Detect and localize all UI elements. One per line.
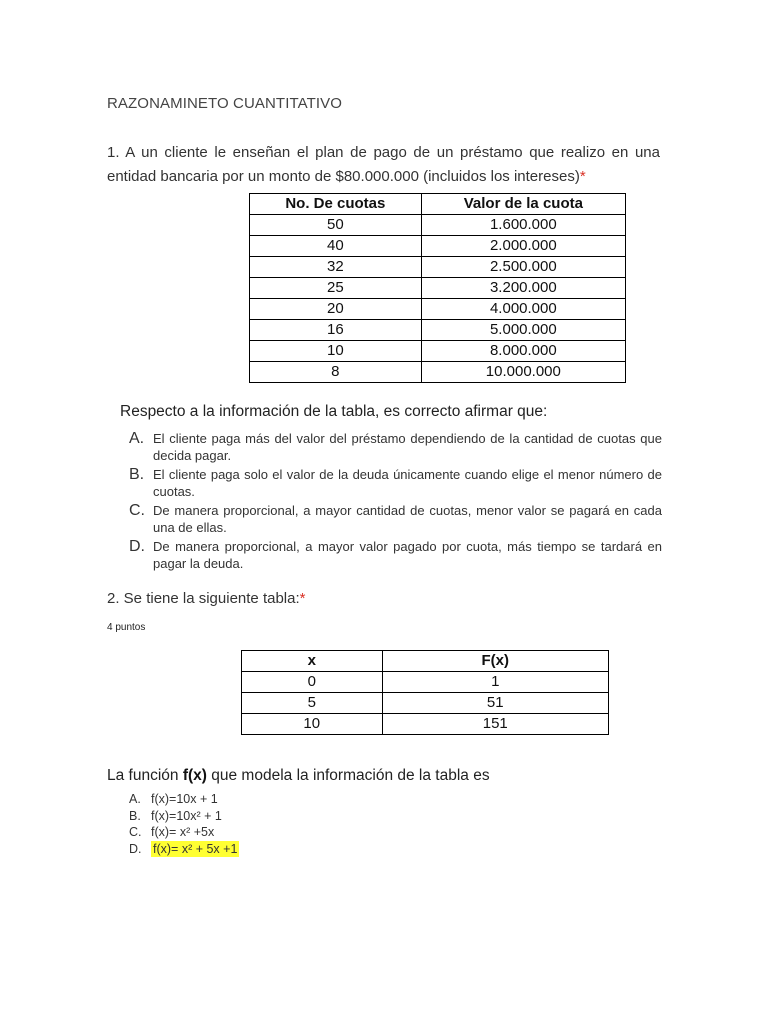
option-b[interactable]: [129, 466, 662, 500]
prompt-function: f(x): [182, 767, 207, 784]
table-cell: 0: [242, 672, 383, 693]
header-fx: F(x): [382, 651, 608, 672]
question-1-body: 1. A un cliente le enseñan el plan de pago de un préstamo que realizo en una entidad bancaria por un monto de $80.000.000 (incluidos los intereses): [107, 144, 660, 185]
table-row: [250, 278, 626, 299]
header-valor-cuota: Valor de la cuota: [421, 194, 625, 215]
question-2-prompt: [107, 767, 490, 785]
document-title: RAZONAMINETO CUANTITATIVO: [107, 95, 343, 112]
table-cell: 10: [250, 341, 422, 362]
table-cell: 10.000.000: [421, 362, 625, 383]
prompt-post: que modela la información de la tabla es: [206, 767, 490, 784]
table-row: [242, 714, 609, 735]
option-d[interactable]: [129, 841, 239, 858]
option-letter: A.: [129, 792, 141, 806]
prompt-pre: La función: [107, 767, 183, 784]
option-text: El cliente paga solo el valor de la deuda únicamente cuando elige el menor número de cuotas.: [153, 467, 662, 499]
table-row: [250, 215, 626, 236]
question-2-options: [129, 791, 239, 857]
table-cell: 5.000.000: [421, 320, 625, 341]
question-1-options: [129, 430, 662, 574]
question-2-text: [107, 590, 305, 607]
option-text: De manera proporcional, a mayor cantidad de cuotas, menor valor se pagará en cada una de ellas.: [153, 503, 662, 535]
table-cell: 4.000.000: [421, 299, 625, 320]
payment-plan-table: [249, 193, 626, 383]
header-x: x: [242, 651, 383, 672]
option-a[interactable]: [129, 791, 239, 808]
option-text: f(x)= x² +5x: [151, 825, 215, 839]
option-b[interactable]: [129, 808, 239, 825]
table-row: [242, 672, 609, 693]
table-cell: 20: [250, 299, 422, 320]
option-letter: B.: [129, 466, 145, 483]
option-text-highlighted: f(x)= x² + 5x +1: [153, 841, 238, 856]
table-cell: 40: [250, 236, 422, 257]
table-cell: 3.200.000: [421, 278, 625, 299]
option-letter: A.: [129, 430, 145, 447]
table-cell: 2.500.000: [421, 257, 625, 278]
option-c[interactable]: [129, 824, 239, 841]
option-c[interactable]: [129, 502, 662, 536]
question-2-body: 2. Se tiene la siguiente tabla:: [107, 590, 300, 607]
table-cell: 51: [382, 693, 608, 714]
table-cell: 5: [242, 693, 383, 714]
function-table: [241, 650, 609, 735]
table-cell: 8: [250, 362, 422, 383]
option-text: f(x)=10x² + 1: [151, 808, 222, 823]
table-cell: 50: [250, 215, 422, 236]
table-row: [250, 320, 626, 341]
question-1-prompt: Respecto a la información de la tabla, es correcto afirmar que:: [120, 403, 548, 420]
table-cell: 8.000.000: [421, 341, 625, 362]
table-row: [250, 236, 626, 257]
option-letter: C.: [129, 502, 145, 519]
option-letter: D.: [129, 841, 142, 856]
table-row: [250, 341, 626, 362]
table-header-row: [242, 651, 609, 672]
option-text: De manera proporcional, a mayor valor pagado por cuota, más tiempo se tardará en pagar la deuda.: [153, 539, 662, 571]
table-row: [242, 693, 609, 714]
option-letter: C.: [129, 825, 142, 839]
option-letter: D.: [129, 538, 145, 555]
table-row: [250, 299, 626, 320]
table-cell: 2.000.000: [421, 236, 625, 257]
option-text: El cliente paga más del valor del préstamo dependiendo de la cantidad de cuotas que decida pagar.: [153, 431, 662, 463]
header-num-cuotas: No. De cuotas: [250, 194, 422, 215]
required-mark: *: [299, 590, 306, 607]
table-cell: 32: [250, 257, 422, 278]
option-letter: B.: [129, 808, 141, 823]
option-a[interactable]: [129, 430, 662, 464]
table-cell: 25: [250, 278, 422, 299]
required-mark: *: [579, 168, 586, 185]
option-text: f(x)=10x + 1: [151, 792, 218, 806]
question-1-text: [107, 141, 660, 189]
option-d[interactable]: [129, 538, 662, 572]
table-cell: 1: [382, 672, 608, 693]
table-row: [250, 362, 626, 383]
table-row: [250, 257, 626, 278]
points-label: 4 puntos: [107, 622, 146, 633]
table-header-row: [250, 194, 626, 215]
table-cell: 10: [242, 714, 383, 735]
table-cell: 1.600.000: [421, 215, 625, 236]
table-cell: 16: [250, 320, 422, 341]
table-cell: 151: [382, 714, 608, 735]
